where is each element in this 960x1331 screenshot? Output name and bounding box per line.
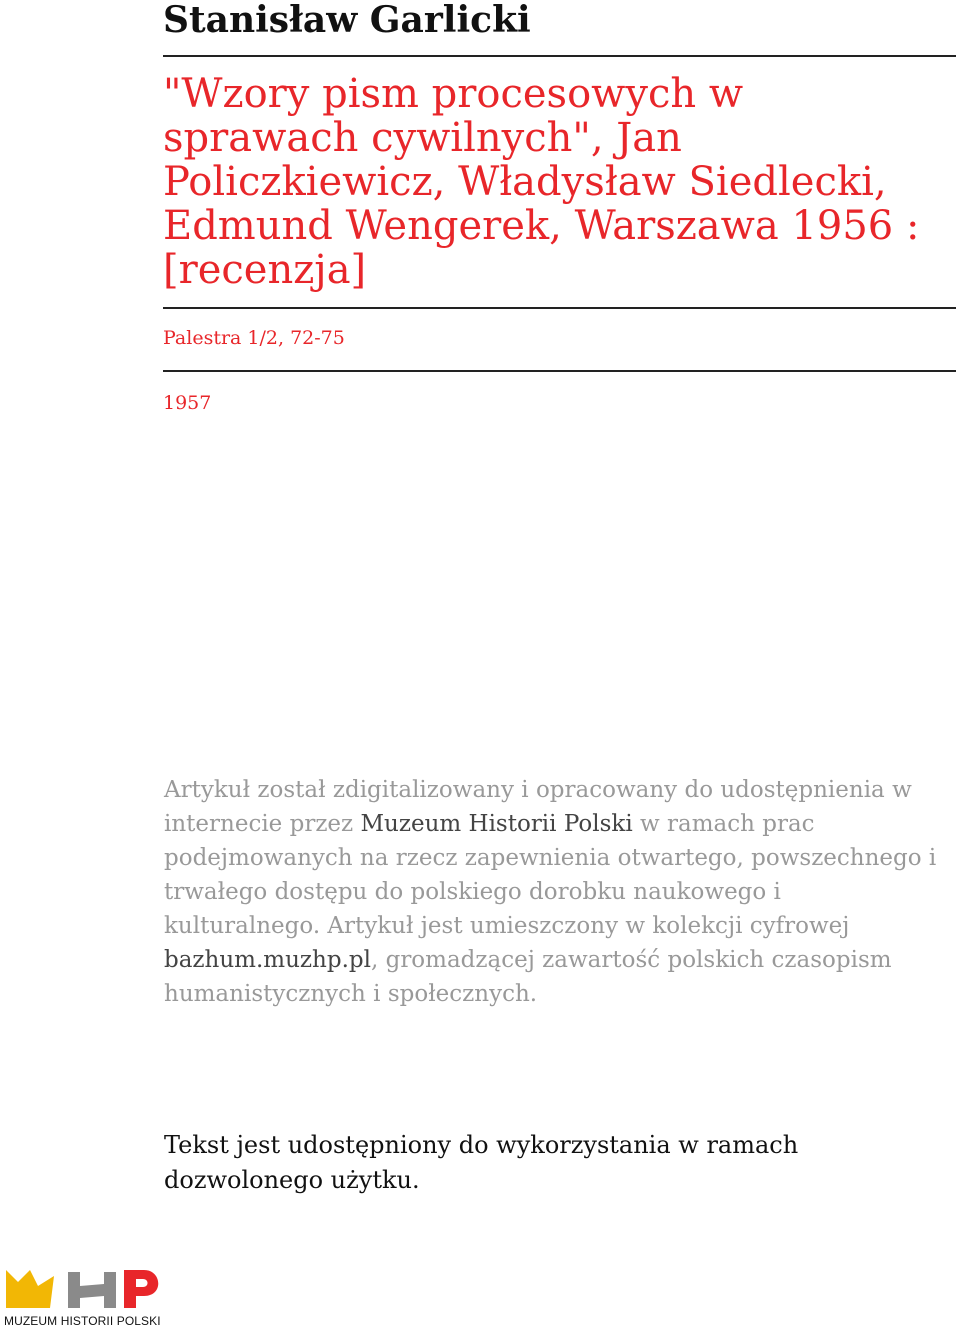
logo-gray-h-icon [68, 1272, 116, 1308]
digitization-info [164, 773, 944, 1011]
logo-red-p-icon [124, 1270, 158, 1308]
bazhum-link[interactable]: bazhum.muzhp.pl [164, 947, 371, 973]
author-name: Stanisław Garlicki [163, 0, 531, 41]
source-citation: Palestra 1/2, 72-75 [163, 327, 345, 349]
logo-caption: MUZEUM HISTORII POLSKI [4, 1314, 161, 1328]
divider-bottom [163, 370, 956, 372]
article-title: "Wzory pism procesowych w sprawach cywilnych", Jan Policzkiewicz, Władysław Siedlecki, Edmund Wengerek, Warszawa 1956 : [recenzja] [163, 71, 920, 293]
logo-yellow-crown-icon [6, 1270, 54, 1308]
info-text-2: w ramach prac podejmowanych na rzecz zapewnienia otwartego, powszechnego i trwałego dostępu do polskiego dorobku naukowego i kulturalnego. Artykuł jest umieszczony w kolekcji cyfrowej [164, 811, 937, 939]
divider-middle [163, 307, 956, 309]
info-text-1: Artykuł został zdigitalizowany i opracowany do udostępnienia w internecie przez [164, 777, 912, 837]
divider-top [163, 55, 956, 57]
info-text-3: , gromadzącej zawartość polskich czasopism humanistycznych i społecznych. [164, 947, 892, 1007]
usage-notice: Tekst jest udostępniony do wykorzystania w ramach dozwolonego użytku. [164, 1131, 799, 1194]
museum-link[interactable]: Muzeum Historii Polski [360, 811, 633, 837]
publication-year: 1957 [163, 392, 212, 414]
